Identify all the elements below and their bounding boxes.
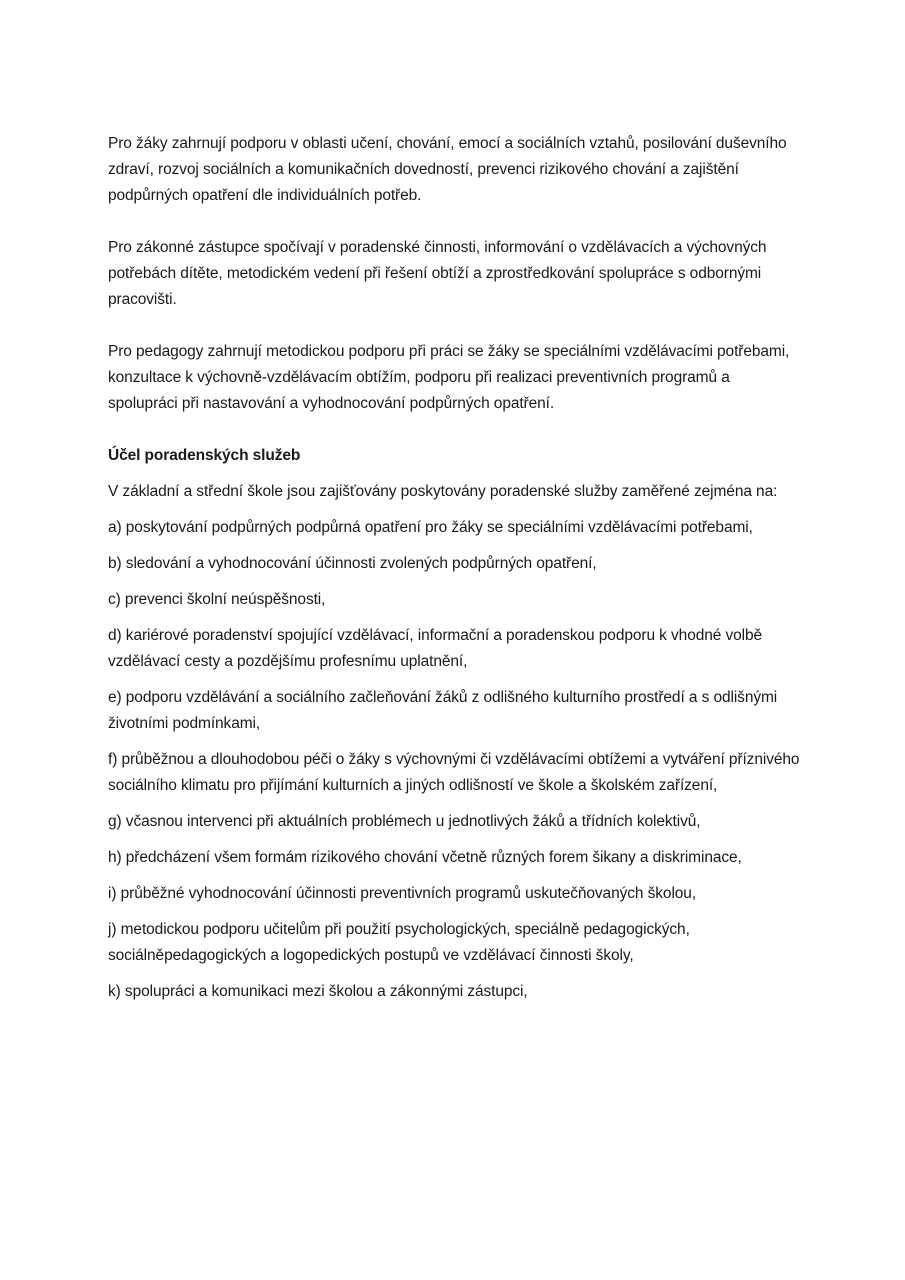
list-item-i: i) průběžné vyhodnocování účinnosti preventivních programů uskutečňovaných školou,	[108, 885, 697, 902]
section-heading: Účel poradenských služeb	[108, 447, 301, 464]
paragraph-legal-guardians: Pro zákonné zástupce spočívají v poradenské činnosti, informování o vzdělávacích a výchovných potřebách dítěte, metodickém vedení při řešení obtíží a zprostředkování spolupráce s odbornými pracovišti.	[108, 239, 767, 308]
list-item-a: a) poskytování podpůrných podpůrná opatření pro žáky se speciálními vzdělávacími potřebami,	[108, 519, 753, 536]
paragraph-pupils: Pro žáky zahrnují podporu v oblasti učení, chování, emocí a sociálních vztahů, posilování duševního zdraví, rozvoj sociálních a komunikačních dovedností, prevenci rizikového chování a zajištění podpůrných opatření dle individuálních potřeb.	[108, 135, 787, 204]
list-item-b: b) sledování a vyhodnocování účinnosti zvolených podpůrných opatření,	[108, 555, 597, 572]
list-item-j: j) metodickou podporu učitelům při použití psychologických, speciálně pedagogických, sociálněpedagogických a logopedických postupů ve vzdělávací činnosti školy,	[108, 921, 690, 964]
list-item-h: h) předcházení všem formám rizikového chování včetně různých forem šikany a diskriminace,	[108, 849, 742, 866]
list-item-d: d) kariérové poradenství spojující vzdělávací, informační a poradenskou podporu k vhodné volbě vzdělávací cesty a pozdějšímu profesnímu uplatnění,	[108, 627, 763, 670]
list-item-f: f) průběžnou a dlouhodobou péči o žáky s výchovnými či vzdělávacími obtížemi a vytváření příznivého sociálního klimatu pro přijímání kulturních a jiných odlišností ve škole a školském zařízení,	[108, 751, 800, 794]
list-item-g: g) včasnou intervenci při aktuálních problémech u jednotlivých žáků a třídních kolektivů,	[108, 813, 701, 830]
list-item-k: k) spolupráci a komunikaci mezi školou a zákonnými zástupci,	[108, 983, 528, 1000]
paragraph-teachers: Pro pedagogy zahrnují metodickou podporu při práci se žáky se speciálními vzdělávacími potřebami, konzultace k výchovně-vzdělávacím obtížím, podporu při realizaci preventivních programů a spolupráci při nastavování a vyhodnocování podpůrných opatření.	[108, 343, 790, 412]
list-item-e: e) podporu vzdělávání a sociálního začleňování žáků z odlišného kulturního prostředí a s odlišnými životními podmínkami,	[108, 689, 778, 732]
section-intro: V základní a střední škole jsou zajišťovány poskytovány poradenské služby zaměřené zejména na:	[108, 483, 778, 500]
document-body	[108, 131, 803, 1015]
service-list	[108, 515, 803, 1005]
list-item-c: c) prevenci školní neúspěšnosti,	[108, 591, 326, 608]
